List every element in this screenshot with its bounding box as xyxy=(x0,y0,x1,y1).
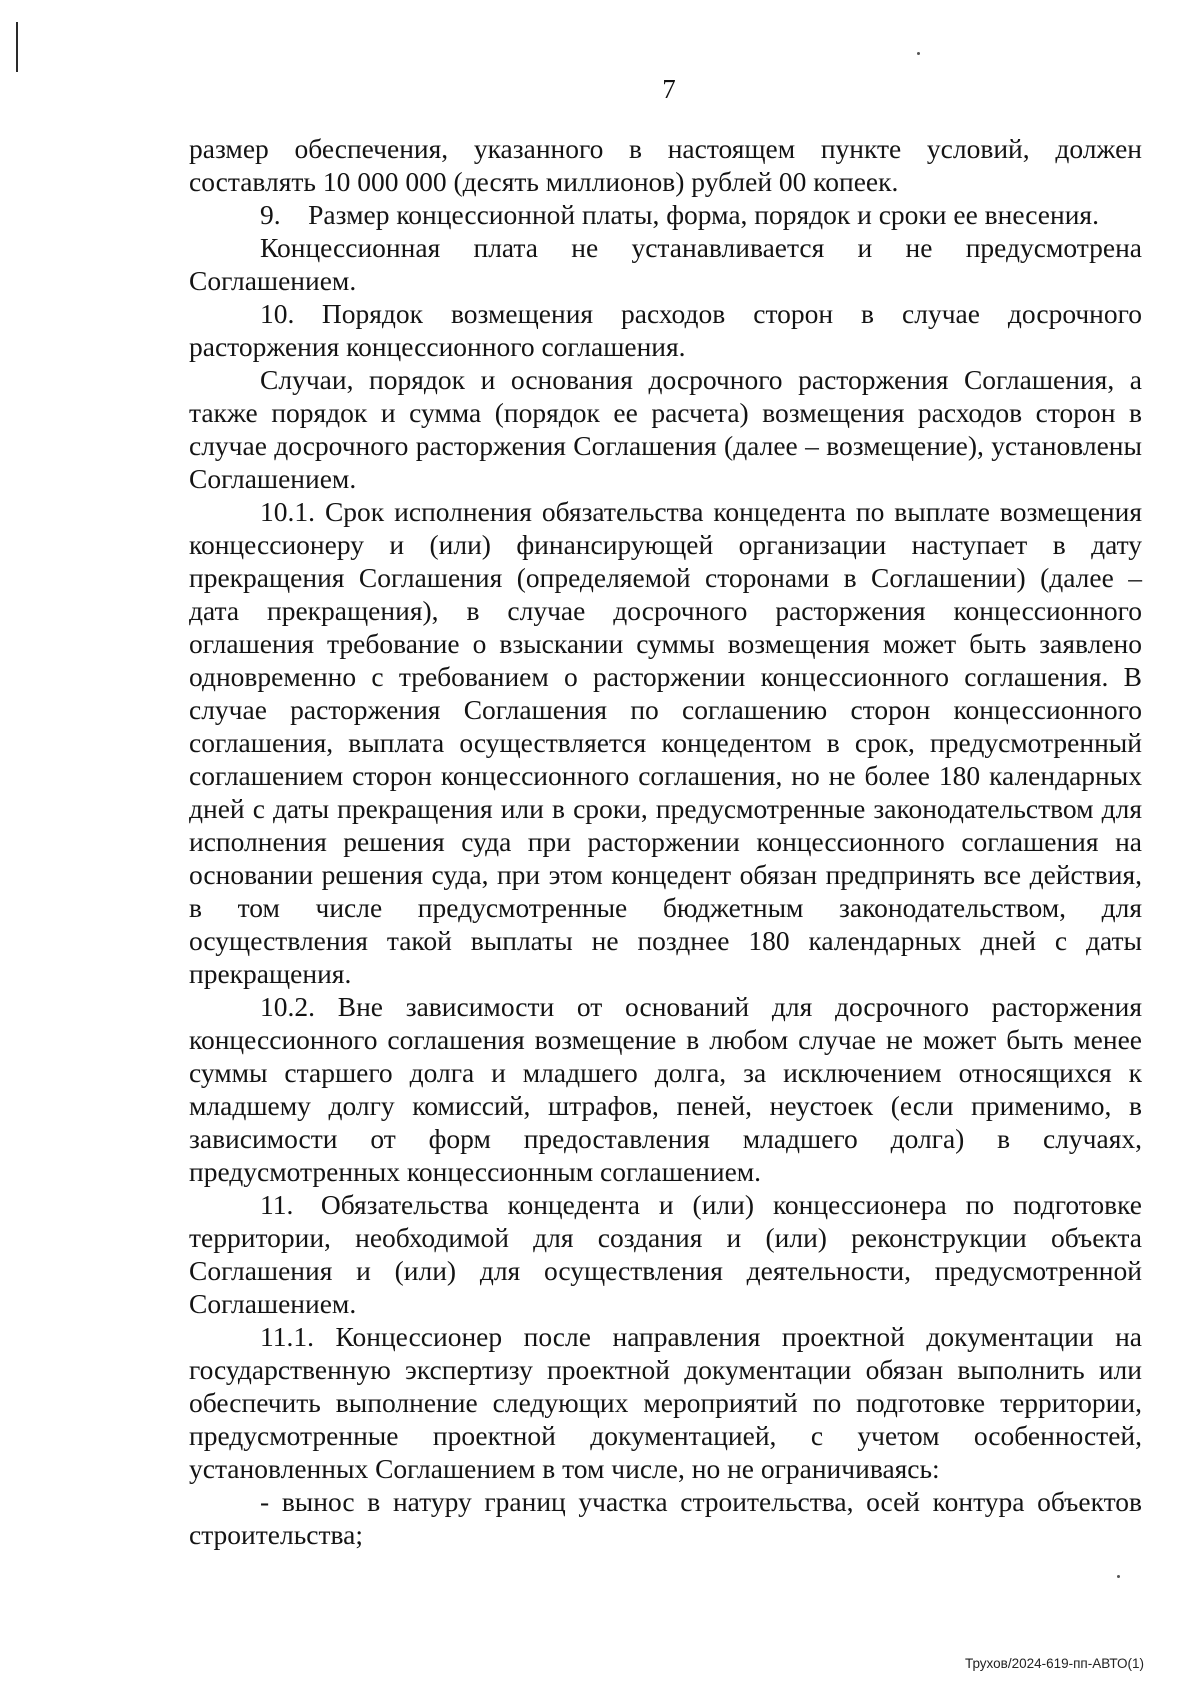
paragraph-item-10-heading: 10. Порядок возмещения расходов сторон в случае досрочного расторжения концессионного соглашения. xyxy=(189,298,1142,362)
paragraph-security-amount: размер обеспечения, указанного в настоящем пункте условий, должен составлять 10 000 000 (десять миллионов) рублей 00 копеек. xyxy=(189,133,1142,197)
paragraph-item-10-1: 10.1. Срок исполнения обязательства концедента по выплате возмещения концессионеру и (или) финансирующей организации наступает в дату прекращения Соглашения (определяемой сторонами в Соглашении) (далее – дата прекращения), в случае досрочного расторжения концессионного оглашения требование о взыскании суммы возмещения может быть заявлено одновременно с требованием о расторжении концессионного соглашения. В случае расторжения Соглашения по соглашению сторон концессионного соглашения, выплата осуществляется концедентом в срок, предусмотренный соглашением сторон концессионного соглашения, но не более 180 календарных дней с даты прекращения или в сроки, предусмотренные законодательством для исполнения решения суда при расторжении концессионного соглашения на основании решения суда, при этом концедент обязан предпринять все действия, в том числе предусмотренные бюджетным законодательством, для осуществления такой выплаты не позднее 180 календарных дней с даты прекращения. xyxy=(189,496,1142,989)
paragraph-item-11-heading: 11. Обязательства концедента и (или) концессионера по подготовке территории, необходимой для создания и (или) реконструкции объекта Соглашения и (или) для осуществления деятельности, предусмотренной Соглашением. xyxy=(189,1189,1142,1319)
paragraph-item-9-heading: 9. Размер концессионной платы, форма, порядок и сроки ее внесения. xyxy=(260,199,1099,230)
paragraph-concession-fee: Концессионная плата не устанавливается и не предусмотрена Соглашением. xyxy=(189,232,1142,296)
list-item-staking-out: - вынос в натуру границ участка строительства, осей контура объектов строительства; xyxy=(189,1486,1142,1550)
document-body xyxy=(189,132,1142,1551)
paragraph-item-10-2: 10.2. Вне зависимости от оснований для досрочного расторжения концессионного соглашения возмещение в любом случае не может быть менее суммы старшего долга и младшего долга, за исключением относящихся к младшему долгу комиссий, штрафов, пеней, неустоек (если применимо, в зависимости от форм предоставления младшего долга) в случаях, предусмотренных концессионным соглашением. xyxy=(189,991,1142,1187)
page-number: 7 xyxy=(662,74,676,104)
scan-speck xyxy=(917,52,920,55)
paragraph-termination-cases: Случаи, порядок и основания досрочного расторжения Соглашения, а также порядок и сумма (порядок ее расчета) возмещения расходов сторон в случае досрочного расторжения Соглашения (далее – возмещение), установлены Соглашением. xyxy=(189,364,1142,494)
footer-document-code: Трухов/2024-619-пп-АВТО(1) xyxy=(964,1656,1144,1671)
paragraph-item-11-1: 11.1. Концессионер после направления проектной документации на государственную экспертизу проектной документации обязан выполнить или обеспечить выполнение следующих мероприятий по подготовке территории, предусмотренные проектной документацией, с учетом особенностей, установленных Соглашением в том числе, но не ограничиваясь: xyxy=(189,1321,1142,1484)
scan-speck xyxy=(1117,1575,1120,1578)
scan-edge-mark xyxy=(16,22,18,72)
